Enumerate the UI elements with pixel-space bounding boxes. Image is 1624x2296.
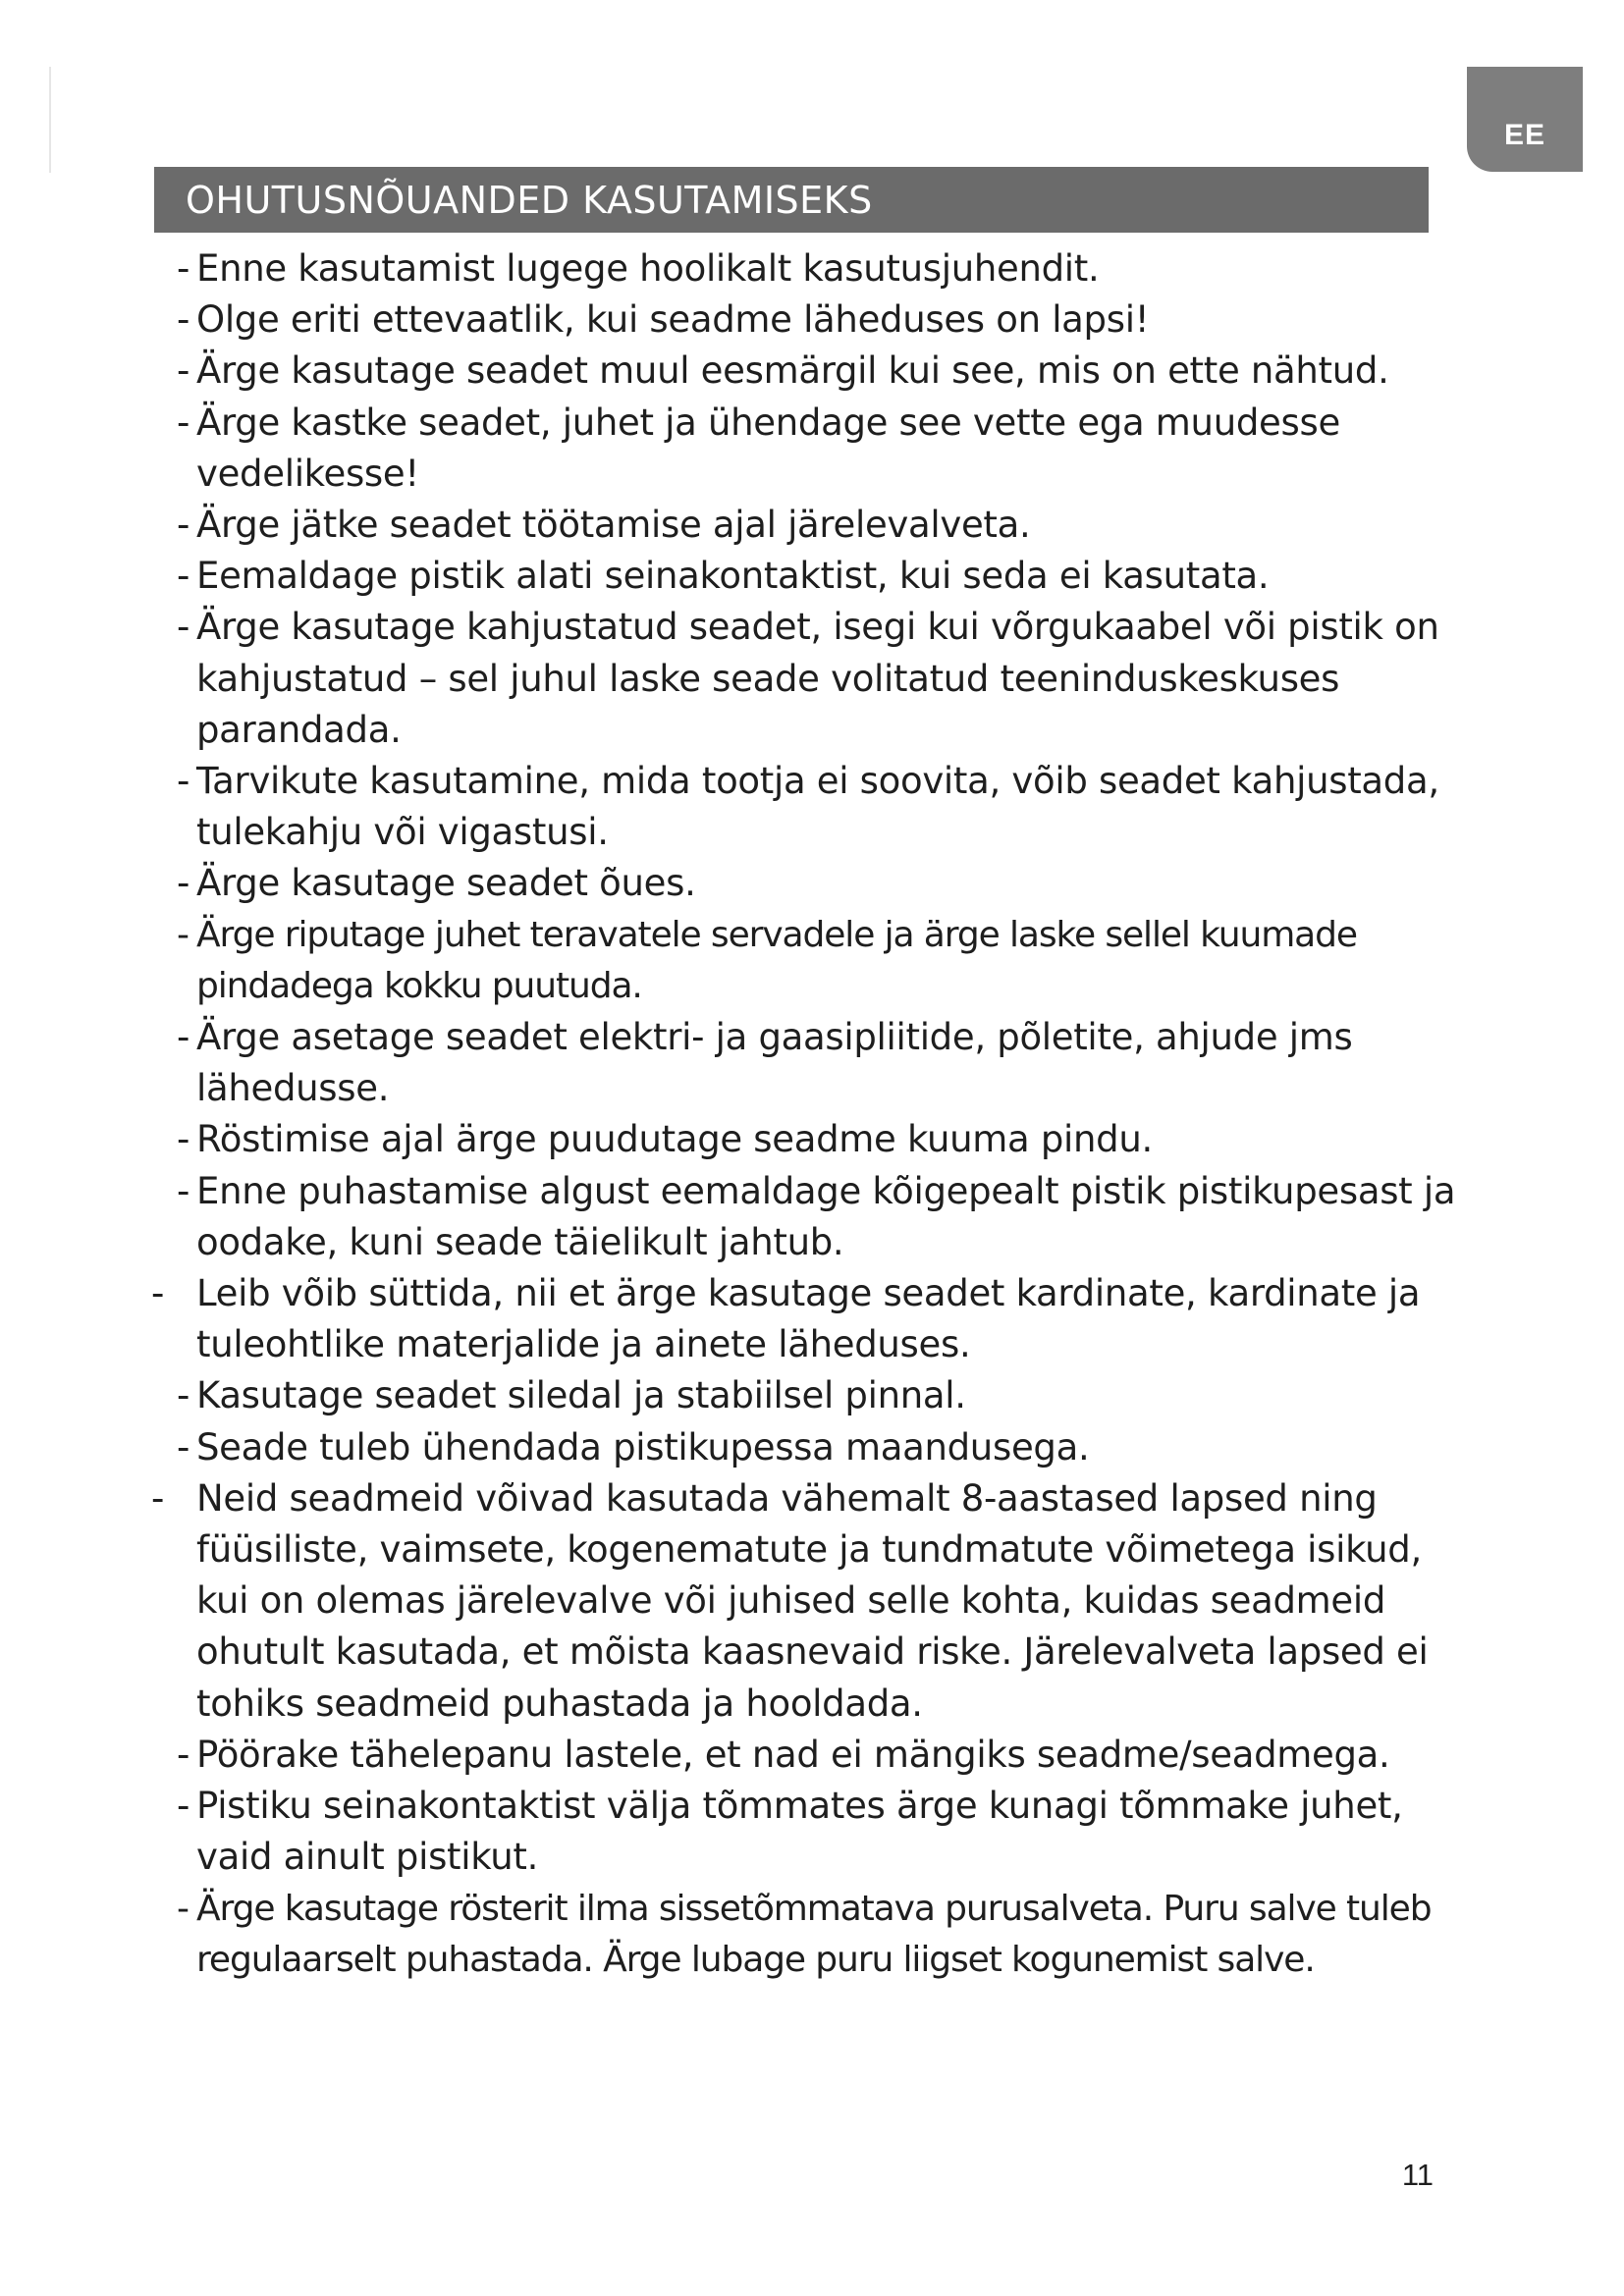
safety-rules-list bbox=[147, 243, 1483, 1986]
rule-item: - Enne kasutamist lugege hoolikalt kasutusjuhendit. bbox=[177, 247, 1100, 290]
page-number: 11 bbox=[1401, 2158, 1434, 2192]
rule-item: - Kasutage seadet siledal ja stabiilsel pinnal. bbox=[177, 1374, 966, 1417]
language-tab-label: EE bbox=[1503, 119, 1546, 151]
rule-item: - Pöörake tähelepanu lastele, et nad ei mängiks seadme/seadmega. bbox=[177, 1733, 1390, 1776]
rule-item: - Leib võib süttida, nii et ärge kasutage seadet kardinate, kardinate ja tuleohtlike materjalide ja ainete läheduses. bbox=[151, 1272, 1421, 1366]
rule-item: - Seade tuleb ühendada pistikupessa maandusega. bbox=[177, 1425, 1090, 1468]
rule-item: - Ärge kasutage rösterit ilma sissetõmmatava purusalveta. Puru salve tuleb regulaarselt puhastada. Ärge lubage puru liigset kogunemist salve. bbox=[177, 1888, 1432, 1980]
rule-item: - Olge eriti ettevaatlik, kui seadme läheduses on lapsi! bbox=[177, 298, 1150, 342]
rule-item: - Enne puhastamise algust eemaldage kõigepealt pistik pistikupesast ja oodake, kuni seade täielikult jahtub. bbox=[177, 1169, 1456, 1263]
rule-item: - Ärge riputage juhet teravatele servadele ja ärge laske sellel kuumade pindadega kokku puutuda. bbox=[177, 914, 1357, 1006]
rule-item: - Pistiku seinakontaktist välja tõmmates ärge kunagi tõmmake juhet, vaid ainult pistikut. bbox=[177, 1785, 1403, 1879]
language-tab bbox=[1467, 67, 1583, 172]
rule-item: - Ärge kastke seadet, juhet ja ühendage see vette ega muudesse vedelikesse! bbox=[177, 400, 1340, 495]
rule-item: - Röstimise ajal ärge puudutage seadme kuuma pindu. bbox=[177, 1118, 1153, 1161]
margin-line bbox=[49, 67, 51, 173]
rule-item: - Neid seadmeid võivad kasutada vähemalt 8-aastased lapsed ning füüsiliste, vaimsete, kogenematute ja tundmatute võimetega isikud, kui on olemas järelevalve või juhised selle kohta, kuidas seadmeid ohutult kasutada, et mõista kaasnevaid riske. Järelevalveta lapsed ei tohiks seadmeid puhastada ja hooldada. bbox=[151, 1476, 1429, 1725]
rule-item: - Ärge asetage seadet elektri- ja gaasipliitide, põletite, ahjude jms lähedusse. bbox=[177, 1016, 1353, 1110]
rule-item: - Ärge kasutage seadet muul eesmärgil kui see, mis on ette nähtud. bbox=[177, 349, 1389, 393]
rule-item: - Eemaldage pistik alati seinakontaktist, kui seda ei kasutata. bbox=[177, 555, 1270, 598]
rule-item: - Ärge kasutage kahjustatud seadet, isegi kui võrgukaabel või pistik on kahjustatud – sel juhul laske seade volitatud teeninduskeskuses parandada. bbox=[177, 606, 1439, 751]
section-title: OHUTUSNÕUANDED KASUTAMISEKS bbox=[186, 178, 873, 222]
rule-item: - Ärge kasutage seadet õues. bbox=[177, 862, 696, 905]
section-heading-bar bbox=[154, 167, 1429, 233]
rule-item: - Ärge jätke seadet töötamise ajal järelevalveta. bbox=[177, 504, 1031, 547]
rule-item: - Tarvikute kasutamine, mida tootja ei soovita, võib seadet kahjustada, tulekahju või vigastusi. bbox=[177, 760, 1439, 854]
